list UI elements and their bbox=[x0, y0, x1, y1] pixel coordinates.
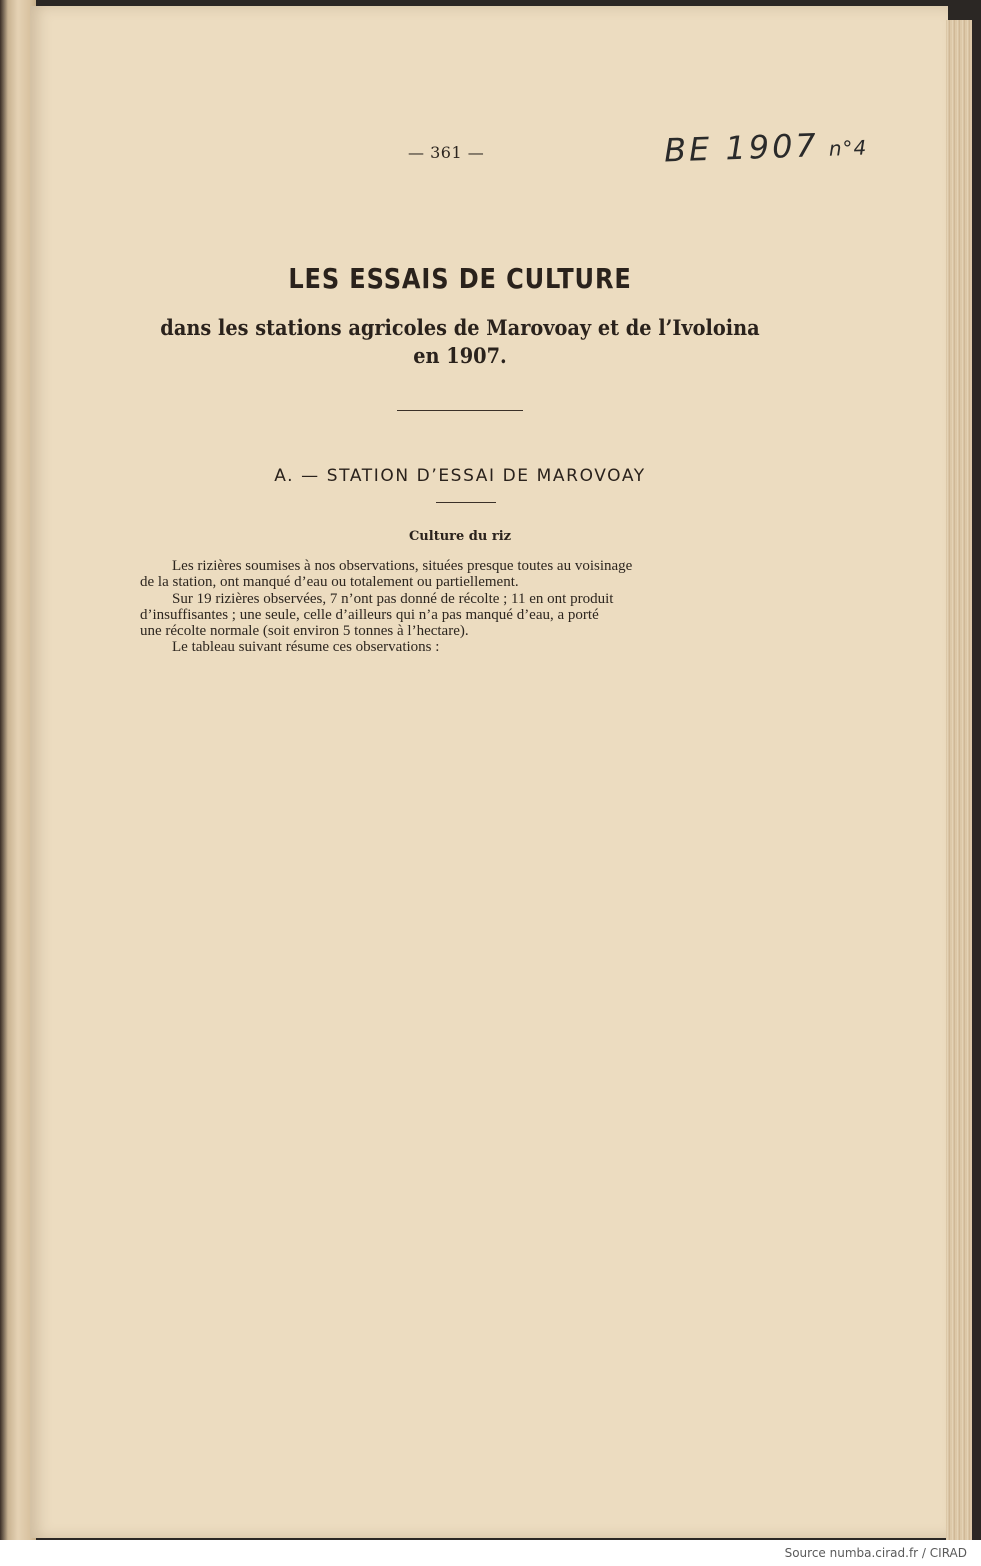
subtitle-line-1: dans les stations agricoles de Marovoay et de l’Ivoloina bbox=[160, 315, 760, 340]
section-divider bbox=[436, 502, 496, 503]
handwritten-reference bbox=[663, 124, 867, 169]
body-text bbox=[140, 558, 782, 656]
page-number: — 361 — bbox=[408, 143, 485, 162]
handwritten-number: n°4 bbox=[828, 135, 868, 161]
text-line: de la station, ont manqué d’eau ou totalement ou partiellement. bbox=[140, 574, 519, 591]
source-credit: Source numba.cirad.fr / CIRAD bbox=[784, 1546, 967, 1560]
text-line: Le tableau suivant résume ces observations : bbox=[172, 639, 440, 656]
paragraph bbox=[140, 591, 782, 640]
handwritten-ref-text: BE 1907 bbox=[663, 126, 820, 170]
paragraph bbox=[140, 639, 782, 655]
subtitle-line-2: en 1907. bbox=[413, 343, 507, 368]
paragraph bbox=[140, 558, 782, 591]
title-divider bbox=[397, 410, 523, 411]
text-line: Les rizières soumises à nos observations, situées presque toutes au voisinage bbox=[172, 558, 633, 574]
subsection-heading: Culture du riz bbox=[408, 529, 512, 544]
text-line: d’insuffisantes ; une seule, celle d’ailleurs qui n’a pas manqué d’eau, a porté bbox=[140, 606, 599, 623]
background-strip bbox=[972, 0, 981, 1540]
article-title: LES ESSAIS DE CULTURE bbox=[288, 262, 632, 295]
text-line: une récolte normale (soit environ 5 tonnes à l’hectare). bbox=[140, 623, 469, 640]
text-line: Sur 19 rizières observées, 7 n’ont pas donné de récolte ; 11 en ont produit bbox=[172, 590, 614, 607]
article-subtitle bbox=[138, 314, 782, 370]
page-paper bbox=[30, 6, 948, 1538]
section-heading: A. — STATION D’ESSAI DE MAROVOAY bbox=[274, 466, 646, 486]
